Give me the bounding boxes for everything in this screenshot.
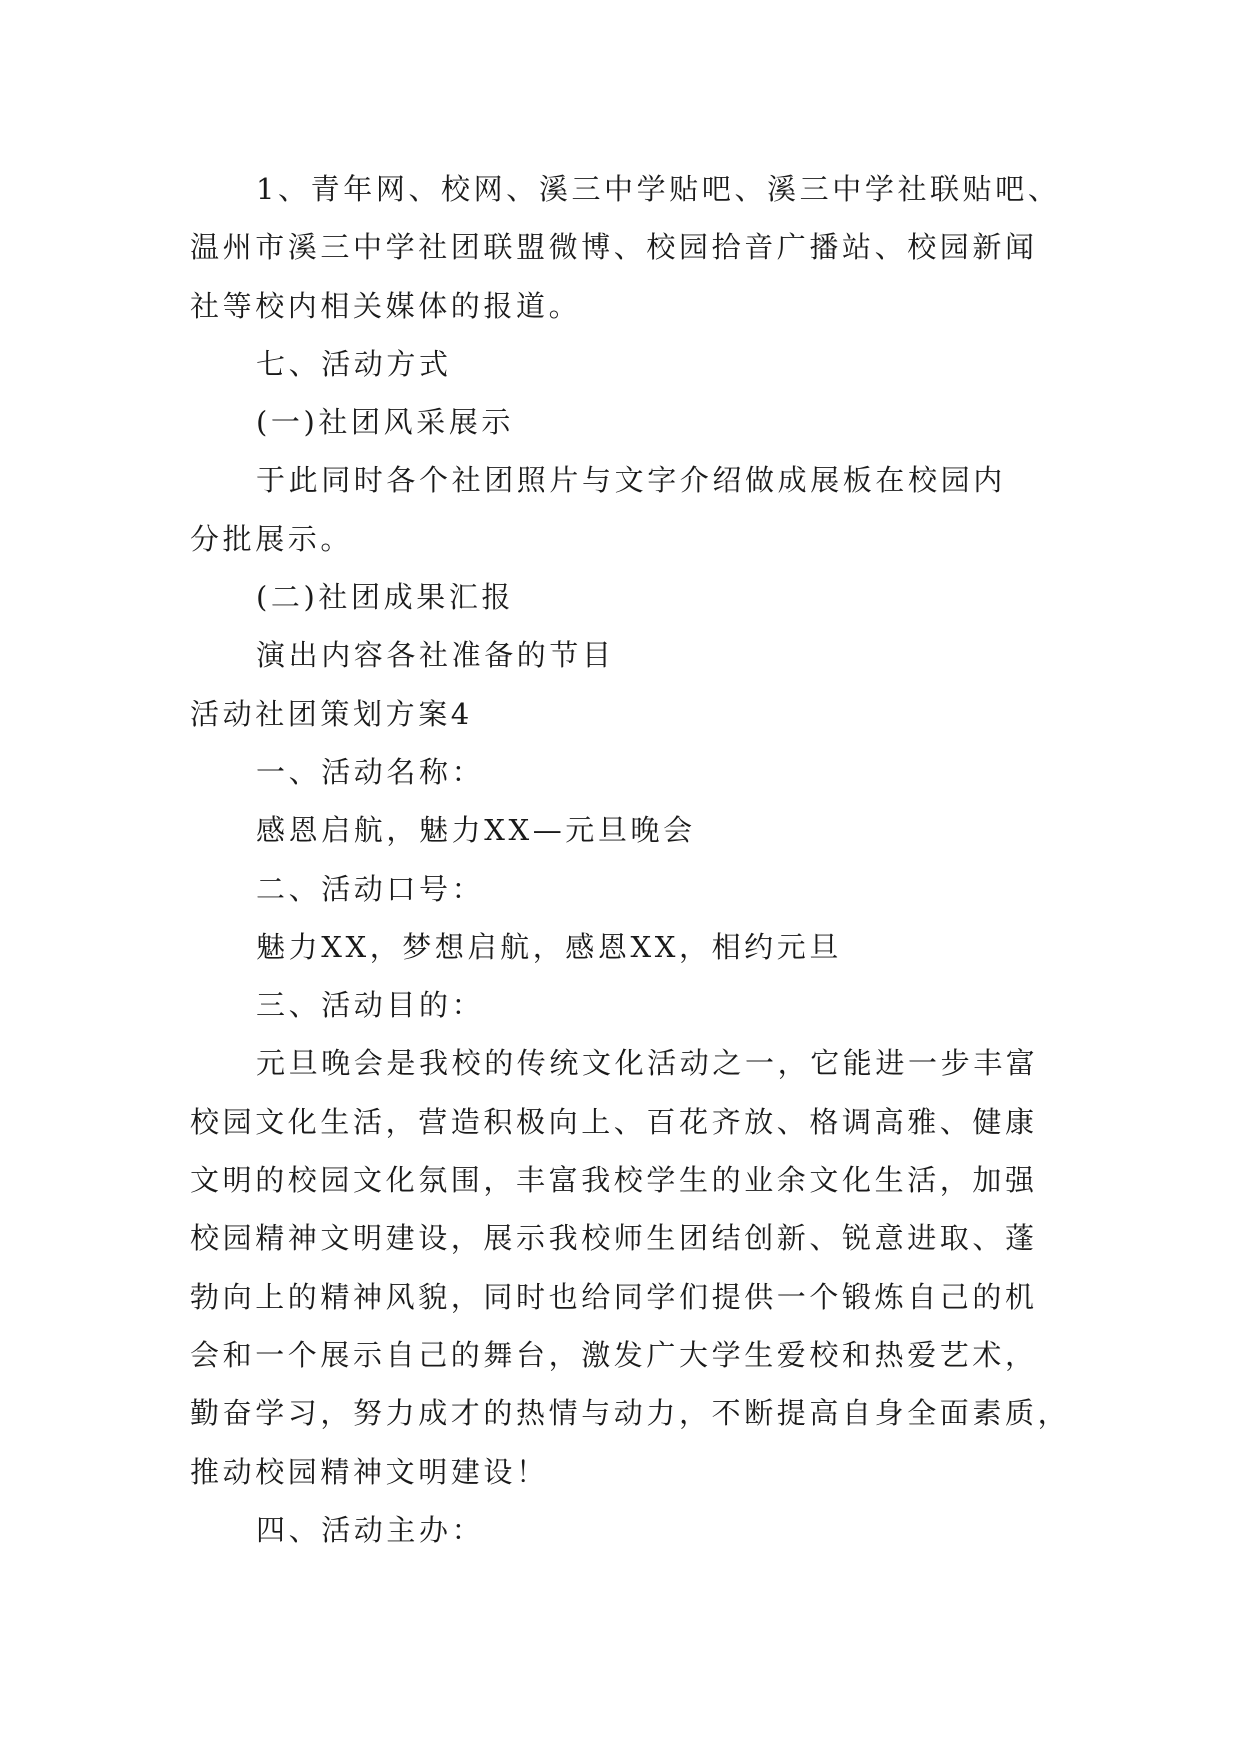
section-heading: 四、活动主办： bbox=[256, 1512, 485, 1547]
document-title: 活动社团策划方案4 bbox=[190, 696, 473, 731]
text-line: 于此同时各个社团照片与文字介绍做成展板在校园内 bbox=[256, 463, 1006, 498]
text-line: 社等校内相关媒体的报道。 bbox=[190, 288, 582, 323]
section-heading: 一、活动名称： bbox=[256, 754, 485, 789]
text-line: 感恩启航，魅力XX—元旦晚会 bbox=[256, 813, 696, 848]
text-line: 元旦晚会是我校的传统文化活动之一，它能进一步丰富 bbox=[256, 1046, 1039, 1081]
text-line: 温州市溪三中学社团联盟微博、校园拾音广播站、校园新闻 bbox=[190, 230, 1038, 265]
text-line: 演出内容各社准备的节目 bbox=[256, 638, 615, 673]
text-line: 1、青年网、校网、溪三中学贴吧、溪三中学社联贴吧、 bbox=[256, 172, 1061, 206]
text-line: 勃向上的精神风貌，同时也给同学们提供一个锻炼自己的机 bbox=[190, 1279, 1038, 1314]
text-line: 分批展示。 bbox=[190, 521, 354, 556]
section-heading: 七、活动方式 bbox=[256, 346, 452, 381]
section-heading: 三、活动目的： bbox=[256, 988, 485, 1023]
text-line: 推动校园精神文明建设！ bbox=[190, 1454, 549, 1489]
document-page bbox=[190, 160, 1070, 1559]
section-heading: 二、活动口号： bbox=[256, 871, 485, 906]
subsection-heading: (一)社团风采展示 bbox=[256, 405, 515, 440]
text-line: 勤奋学习，努力成才的热情与动力，不断提高自身全面素质， bbox=[190, 1396, 1071, 1431]
text-line: 校园精神文明建设，展示我校师生团结创新、锐意进取、蓬 bbox=[190, 1221, 1038, 1256]
subsection-heading: (二)社团成果汇报 bbox=[256, 580, 515, 615]
text-line: 会和一个展示自己的舞台，激发广大学生爱校和热爱艺术， bbox=[190, 1337, 1038, 1372]
text-line: 文明的校园文化氛围，丰富我校学生的业余文化生活，加强 bbox=[190, 1163, 1038, 1198]
text-line: 校园文化生活，营造积极向上、百花齐放、格调高雅、健康 bbox=[190, 1104, 1038, 1139]
text-line: 魅力XX，梦想启航，感恩XX，相约元旦 bbox=[256, 929, 842, 964]
